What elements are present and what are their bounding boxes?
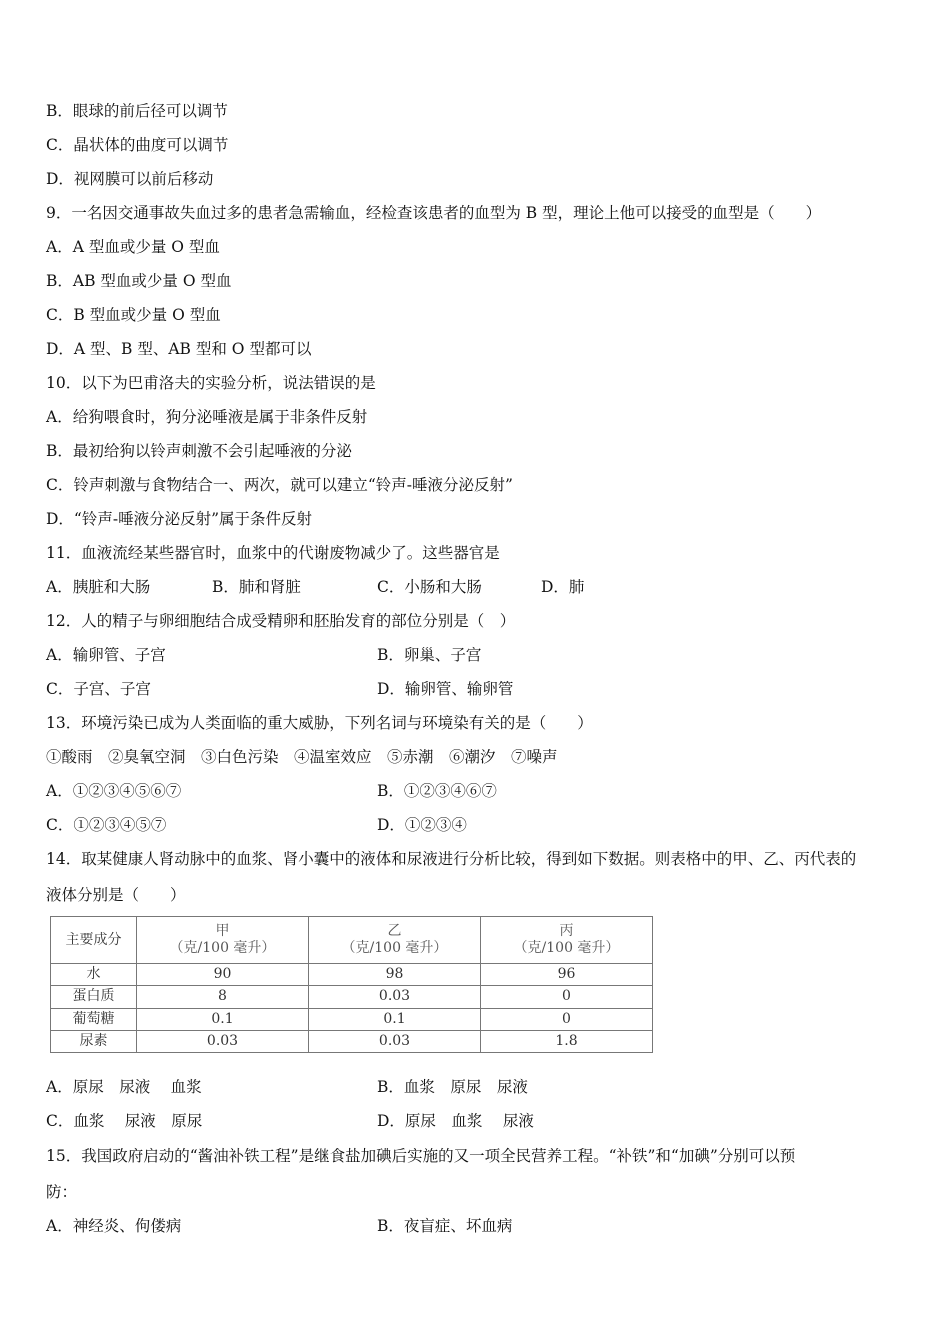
q11-option-a: A．胰脏和大肠 — [46, 578, 151, 596]
q13-option-a: A．①②③④⑤⑥⑦ — [46, 782, 182, 800]
q11-option-d: D．肺 — [541, 578, 585, 596]
table-cell: 0.03 — [309, 986, 481, 1008]
q11-stem: 11．血液流经某些器官时，血浆中的代谢废物减少了。这些器官是 — [46, 544, 500, 562]
q12-option-c: C．子宫、子宫 — [46, 680, 151, 698]
table-cell: 8 — [137, 986, 309, 1008]
table-cell: 90 — [137, 964, 309, 986]
table-header-cell — [481, 917, 653, 964]
table-header-cell — [309, 917, 481, 964]
q9-option-c: C．B 型血或少量 O 型血 — [46, 306, 221, 324]
column-name: 乙 — [387, 923, 402, 939]
table-row — [51, 1030, 653, 1052]
q9-option-b: B．AB 型血或少量 O 型血 — [46, 272, 232, 290]
table-row — [51, 1008, 653, 1030]
q15-stem: 15．我国政府启动的“酱油补铁工程”是继食盐加碘后实施的又一项全民营养工程。“补铁”和“加碘”分别可以预 — [46, 1147, 796, 1165]
q12-option-d: D．输卵管、输卵管 — [377, 680, 514, 698]
q10-stem: 10．以下为巴甫洛夫的实验分析，说法错误的是 — [46, 374, 376, 392]
table-row — [51, 964, 653, 986]
table-cell: 0 — [481, 986, 653, 1008]
q14-option-d: D．原尿 血浆 尿液 — [377, 1112, 534, 1130]
q9-option-d: D．A 型、B 型、AB 型和 O 型都可以 — [46, 340, 312, 358]
q12-option-a: A．输卵管、子宫 — [46, 646, 166, 664]
q13-option-d: D．①②③④ — [377, 816, 467, 834]
table-cell: 0.1 — [137, 1008, 309, 1030]
q9-stem: 9．一名因交通事故失血过多的患者急需输血，经检查该患者的血型为 B 型，理论上他可以接受的血型是（ ） — [46, 204, 822, 222]
q13-item-list: ①酸雨 ②臭氧空洞 ③白色污染 ④温室效应 ⑤赤潮 ⑥潮汐 ⑦噪声 — [46, 748, 558, 766]
q8-option-c: C．晶状体的曲度可以调节 — [46, 136, 229, 154]
table-cell: 0.03 — [309, 1030, 481, 1052]
q11-option-c: C．小肠和大肠 — [377, 578, 482, 596]
column-name: 丙 — [559, 923, 574, 939]
q10-option-d: D．“铃声-唾液分泌反射”属于条件反射 — [46, 510, 313, 528]
q13-option-b: B．①②③④⑥⑦ — [377, 782, 497, 800]
table-header-cell — [137, 917, 309, 964]
table-header-cell: 主要成分 — [51, 917, 137, 964]
q14-option-a: A．原尿 尿液 血浆 — [46, 1078, 202, 1096]
column-name: 甲 — [215, 923, 230, 939]
q14-stem: 14．取某健康人肾动脉中的血浆、肾小囊中的液体和尿液进行分析比较，得到如下数据。则表格中的甲、乙、丙代表的 — [46, 850, 857, 868]
column-unit: （克/100 毫升） — [169, 940, 276, 956]
q14-stem-continued: 液体分别是（ ） — [46, 886, 186, 904]
table-cell: 0.03 — [137, 1030, 309, 1052]
q10-option-c: C．铃声刺激与食物结合一、两次，就可以建立“铃声-唾液分泌反射” — [46, 476, 513, 494]
q13-option-c: C．①②③④⑤⑦ — [46, 816, 167, 834]
q12-stem: 12．人的精子与卵细胞结合成受精卵和胚胎发育的部位分别是（ ） — [46, 612, 516, 630]
column-unit: （克/100 毫升） — [513, 940, 620, 956]
q10-option-a: A．给狗喂食时，狗分泌唾液是属于非条件反射 — [46, 408, 368, 426]
q14-option-c: C．血浆 尿液 原尿 — [46, 1112, 203, 1130]
q13-stem: 13．环境污染已成为人类面临的重大威胁，下列名词与环境染有关的是（ ） — [46, 714, 593, 732]
q8-option-b: B．眼球的前后径可以调节 — [46, 102, 228, 120]
table-row — [51, 986, 653, 1008]
table-cell: 96 — [481, 964, 653, 986]
table-cell: 0.1 — [309, 1008, 481, 1030]
q15-stem-continued: 防： — [46, 1183, 78, 1201]
table-cell: 0 — [481, 1008, 653, 1030]
table-cell: 葡萄糖 — [51, 1008, 137, 1030]
q14-option-b: B．血浆 原尿 尿液 — [377, 1078, 528, 1096]
table-header-row — [51, 917, 653, 964]
table-cell: 98 — [309, 964, 481, 986]
table-cell: 水 — [51, 964, 137, 986]
q9-option-a: A．A 型血或少量 O 型血 — [46, 238, 220, 256]
q12-option-b: B．卵巢、子宫 — [377, 646, 482, 664]
q15-option-a: A．神经炎、佝偻病 — [46, 1217, 182, 1235]
q8-option-d: D．视网膜可以前后移动 — [46, 170, 214, 188]
table-cell: 1.8 — [481, 1030, 653, 1052]
q15-option-b: B．夜盲症、坏血病 — [377, 1217, 513, 1235]
data-table — [50, 916, 653, 1053]
q11-option-b: B．肺和肾脏 — [212, 578, 301, 596]
q10-option-b: B．最初给狗以铃声刺激不会引起唾液的分泌 — [46, 442, 352, 460]
table-cell: 尿素 — [51, 1030, 137, 1052]
table-cell: 蛋白质 — [51, 986, 137, 1008]
column-unit: （克/100 毫升） — [341, 940, 448, 956]
